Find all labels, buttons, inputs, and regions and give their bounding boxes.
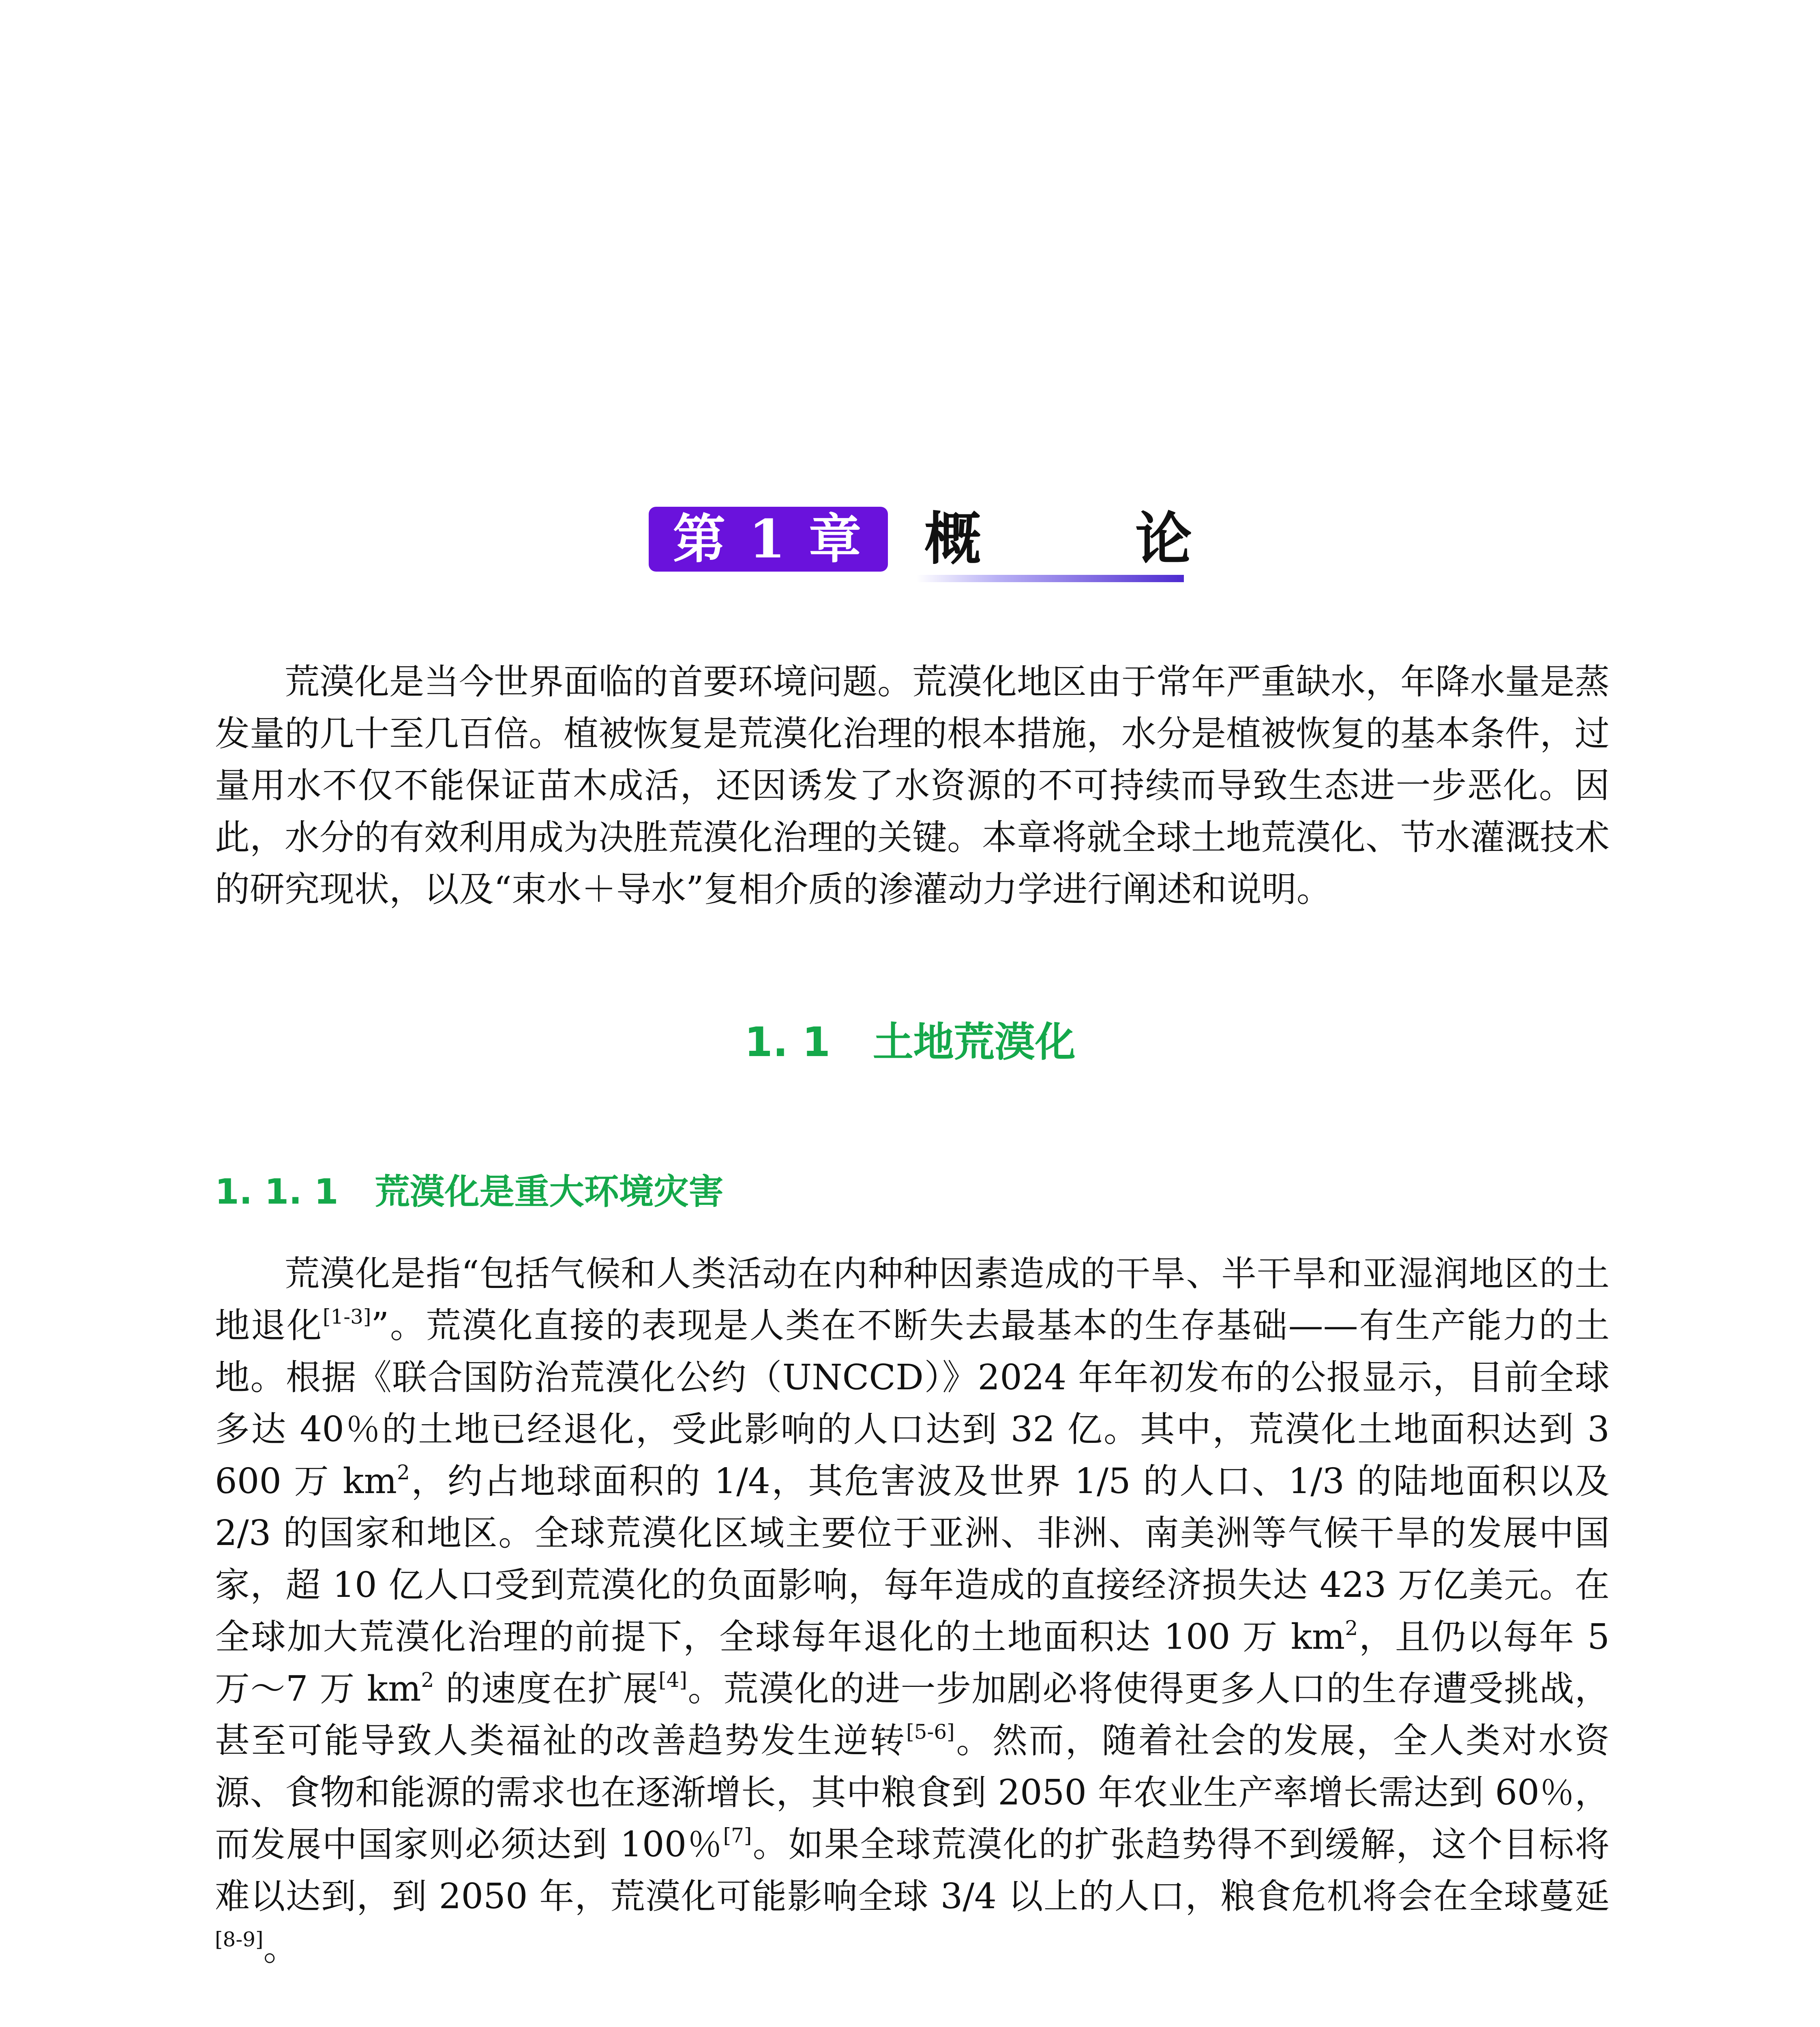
text-run: 。然而，随着社会的发展，全人类对水资源、食物和能源的需求也在逐渐增长，其中粮食到 2050 年农业生产率增长需达到 60％，而发展中国家则必须达到 100％ [215, 1721, 1610, 1865]
chapter-title: 概论 [924, 506, 1346, 572]
text-run: 荒漠化是指“包括气候和人类活动在内种种因素造成的干旱、半干旱和亚湿润地区的土地退化 [215, 1253, 1610, 1346]
intro-paragraph: 荒漠化是当今世界面临的首要环境问题。荒漠化地区由于常年严重缺水，年降水量是蒸发量的几十至几百倍。植被恢复是荒漠化治理的根本措施，水分是植被恢复的基本条件，过量用水不仅不能保证苗木成活，还因诱发了水资源的不可持续而导致生态进一步恶化。因此，水分的有效利用成为决胜荒漠化治理的关键。本章将就全球土地荒漠化、节水灌溉技术的研究现状，以及“束水＋导水”复相介质的渗灌动力学进行阐述和说明。 [215, 662, 1610, 910]
chapter-heading [649, 506, 1346, 588]
text-run: ，约占地球面积的 1/4，其危害波及世界 1/5 的人口、1/3 的陆地面积以及 2/3 的国家和地区。全球荒漠化区域主要位于亚洲、非洲、南美洲等气候干旱的发展中国家，超 10 亿人口受到荒漠化的负面影响，每年造成的直接经济损失达 423 万亿美元。在全球加大荒漠化治理的前提下，全球每年退化的土地面积达 100 万 km [215, 1461, 1610, 1657]
section-title: 土地荒漠化 [872, 1018, 1076, 1066]
text-run: 。 [263, 1928, 298, 1969]
subsection-heading [215, 1163, 724, 1214]
superscript: 2 [421, 1668, 434, 1692]
subsection-number: 1. 1. 1 [215, 1172, 339, 1212]
text-run: ，且仍以每年 5 万～7 万 km [215, 1617, 1610, 1709]
subsection-title: 荒漠化是重大环境灾害 [375, 1172, 724, 1212]
chapter-title-underline [916, 575, 1184, 582]
citation-ref: [7] [723, 1824, 752, 1847]
text-run: 。如果全球荒漠化的扩张趋势得不到缓解，这个目标将难以达到，到 2050 年，荒漠化可能影响全球 3/4 以上的人口，粮食危机将会在全球蔓延 [215, 1824, 1610, 1917]
section-heading [0, 1009, 1820, 1068]
section-number: 1. 1 [744, 1018, 831, 1066]
superscript: 2 [397, 1461, 410, 1484]
citation-ref: [8-9] [215, 1928, 264, 1951]
citation-ref: [4] [658, 1668, 688, 1692]
citation-ref: [5-6] [906, 1720, 955, 1744]
superscript: 2 [1345, 1616, 1358, 1640]
chapter-number-badge: 第 1 章 [649, 507, 888, 572]
body-paragraph-1 [215, 1248, 1610, 1974]
text-run: 的速度在扩展 [434, 1669, 659, 1709]
citation-ref: [1-3] [322, 1305, 371, 1328]
text-run: ”。荒漠化直接的表现是人类在不断失去最基本的生存基础——有生产能力的土地。根据《联合国防治荒漠化公约（UNCCD）》2024 年年初发布的公报显示，目前全球多达 40％的土地已经退化，受此影响的人口达到 32 亿。其中，荒漠化土地面积达到 3 600 万 km [215, 1305, 1610, 1502]
text-run: 。荒漠化的进一步加剧必将使得更多人口的生存遭受挑战，甚至可能导致人类福祉的改善趋势发生逆转 [215, 1669, 1610, 1761]
